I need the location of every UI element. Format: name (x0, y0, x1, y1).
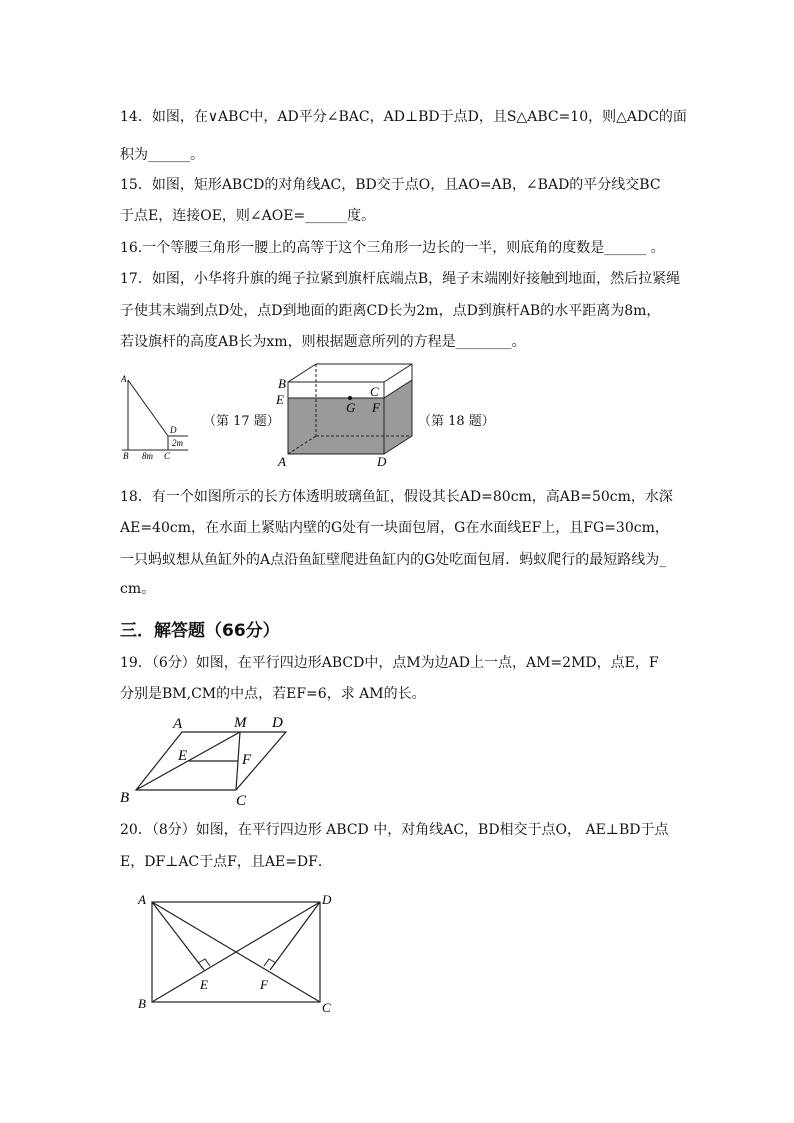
fig18-water (288, 398, 384, 454)
fig17-dist-cd: 2m (172, 438, 183, 448)
fig17-label-a: A (121, 374, 127, 384)
figure-19 (118, 710, 296, 810)
fig17-label-b: B (123, 451, 129, 461)
q17-line1: 17．如图，小华将升旗的绳子拉紧到旗杆底端点B，绳子末端刚好接触到地面，然后拉紧绳 (120, 271, 681, 287)
q20-line1: 20．（8分）如图，在平行四边形 ABCD 中，对角线AC，BD相交于点O， AE⊥BD于点 (120, 822, 669, 838)
fig17-label-d: D (170, 425, 177, 435)
q15-line2: 于点E，连接OE，则∠AOE=______度。 (120, 208, 376, 224)
fig18-label-c: C (370, 384, 379, 399)
q17-line2: 子使其末端到点D处，点D到地面的距离CD长为2m，点D到旗杆AB的水平距离为8m， (120, 303, 661, 319)
fig20-label-a: A (138, 892, 146, 907)
q18-line4: cm。 (120, 581, 156, 597)
fig17-caption: （第 17 题） (203, 414, 280, 429)
section-3-heading: 三．解答题（66分） (120, 621, 280, 641)
fig19-label-d: D (272, 715, 283, 731)
fig19-label-f: F (242, 752, 252, 768)
q15-line1: 15．如图，矩形ABCD的对角线AC，BD交于点O，且AO=AB，∠BAD的平分线交BC (120, 177, 661, 193)
q18-line3: 一只蚂蚁想从鱼缸外的A点沿鱼缸壁爬进鱼缸内的G处吃面包屑．蚂蚁爬行的最短路线为_ (120, 552, 667, 568)
fig18-label-g: G (346, 400, 356, 415)
q20-line2: E，DF⊥AC于点F，且AE=DF． (120, 854, 332, 870)
q19-line2: 分别是BM,CM的中点，若EF=6，求 AM的长。 (120, 686, 426, 702)
fig17-dist-bc: 8m (142, 451, 153, 461)
fig19-label-c: C (236, 793, 247, 809)
fig20-label-e: E (200, 977, 208, 992)
fig18-label-d: D (377, 454, 387, 469)
q16-line1: 16.一个等腰三角形一腰上的高等于这个三角形一边长的一半，则底角的度数是______ 。 (120, 240, 665, 256)
fig20-label-b: B (138, 996, 146, 1011)
fig20-label-c: C (322, 1000, 331, 1015)
fig18-label-b: B (278, 376, 286, 391)
q18-line1: 18．有一个如图所示的长方体透明玻璃鱼缸，假设其长AD=80cm，高AB=50cm，水深 (120, 489, 673, 505)
fig18-label-e: E (276, 392, 284, 407)
q19-line1: 19．（6分）如图，在平行四边形ABCD中，点M为边AD上一点，AM=2MD，点E，F (120, 655, 659, 671)
fig20-label-f: F (260, 977, 268, 992)
figure-18 (272, 360, 420, 472)
fig18-label-a: A (278, 454, 286, 469)
q17-line3: 若设旗杆的高度AB长为xm，则根据题意所列的方程是________。 (120, 334, 526, 350)
fig17-label-c: C (164, 451, 171, 461)
q14-line2: 积为______。 (120, 147, 204, 163)
figure-17 (118, 370, 198, 462)
fig19-label-m: M (234, 715, 247, 731)
fig19-label-b: B (120, 790, 130, 806)
fig19-label-a: A (173, 716, 183, 732)
q14-line1: 14．如图，在∨ABC中，AD平分∠BAC，AD⊥BD于点D，且S△ABC=10，则△ADC的面 (120, 109, 687, 125)
fig18-label-f: F (372, 400, 380, 415)
fig18-caption: （第 18 题） (418, 414, 495, 429)
figure-20 (134, 890, 340, 1018)
fig20-label-d: D (322, 892, 332, 907)
fig19-label-e: E (178, 748, 188, 764)
q18-line2: AE=40cm，在水面上紧贴内壁的G处有一块面包屑，G在水面线EF上，且FG=30cm， (120, 520, 669, 536)
